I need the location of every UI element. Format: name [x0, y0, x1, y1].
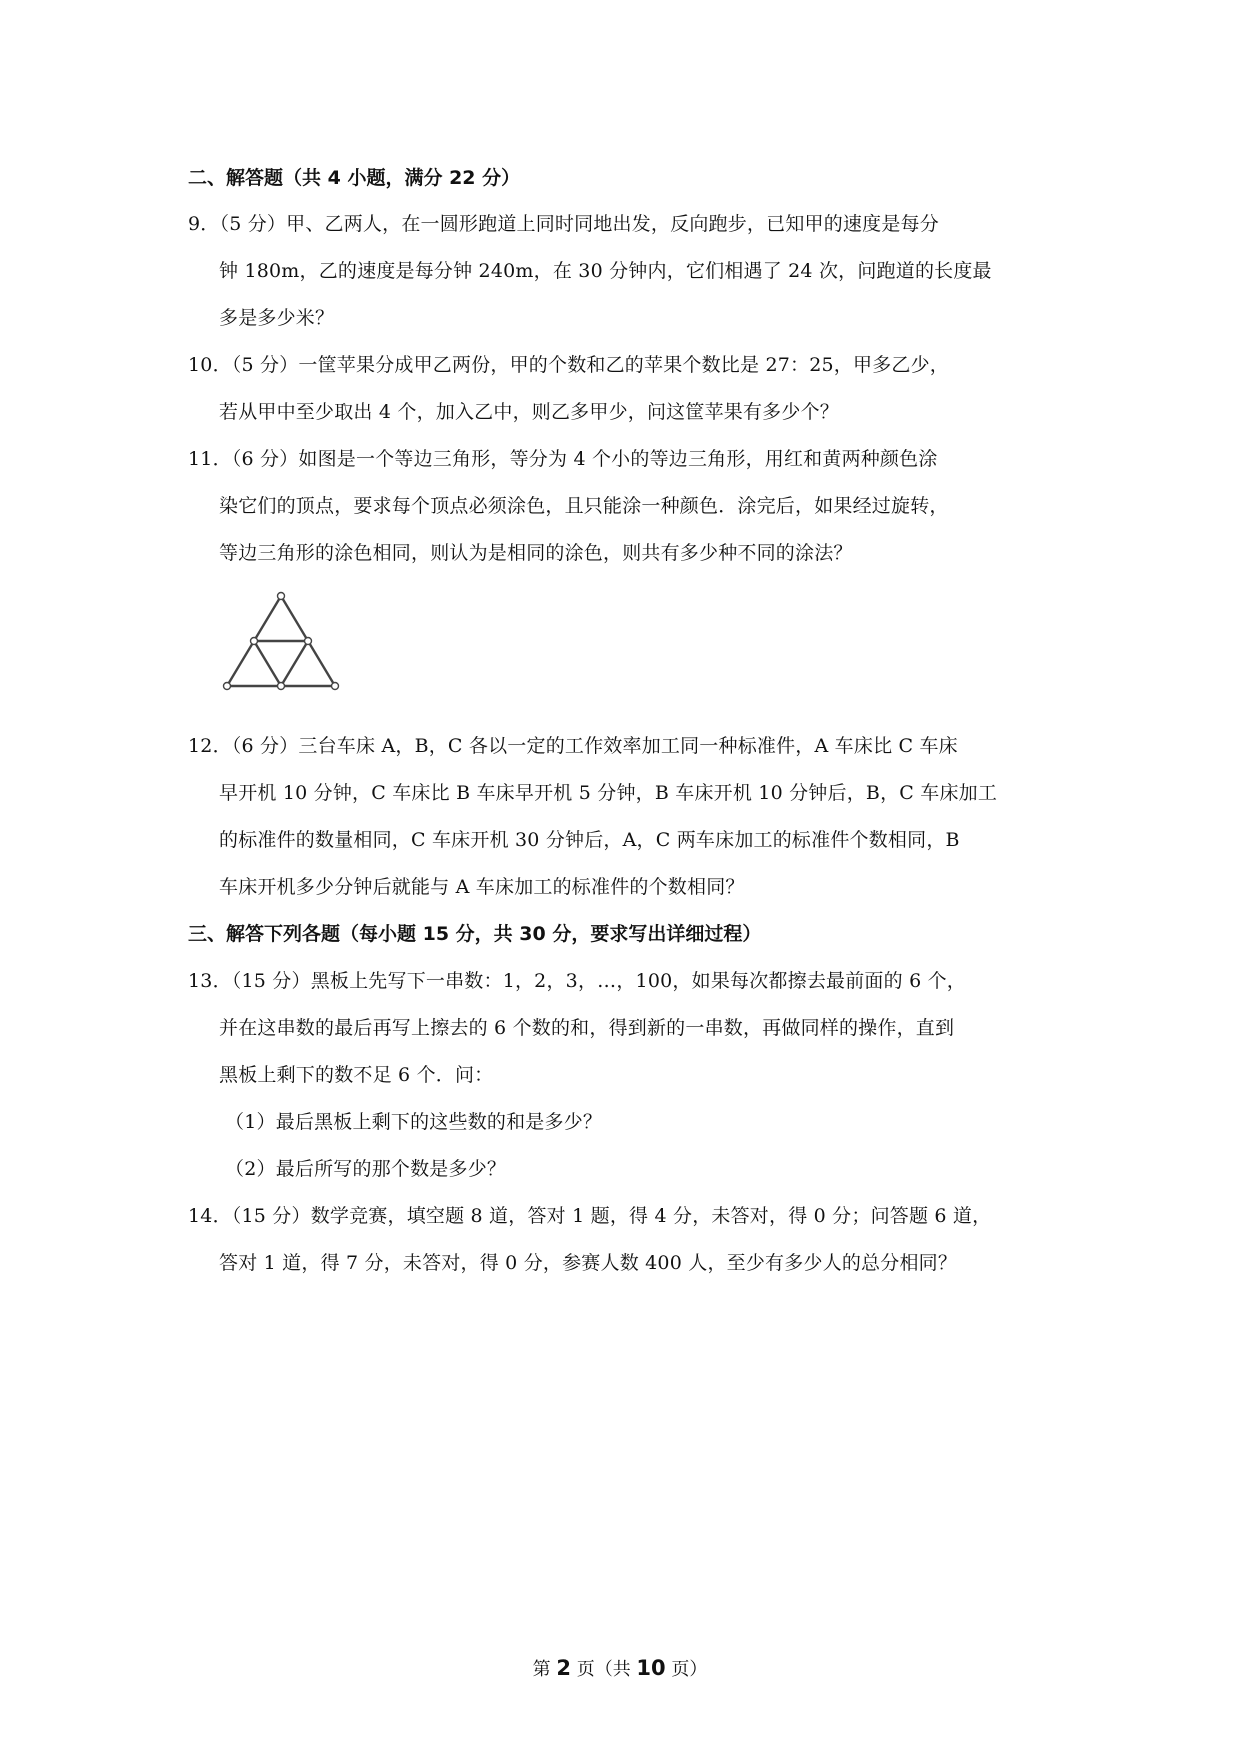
question-line: 11．（6 分）如图是一个等边三角形，等分为 4 个小的等边三角形，用红和黄两种颜色涂 [188, 448, 938, 470]
question-line: 车床开机多少分钟后就能与 A 车床加工的标准件的个数相同？ [219, 876, 745, 898]
footer-middle: 页（共 [570, 1659, 637, 1680]
question-line: 早开机 10 分钟，C 车床比 B 车床早开机 5 分钟，B 车床开机 10 分钟后，B，C 车床加工 [219, 782, 998, 804]
question-line: 12．（6 分）三台车床 A，B，C 各以一定的工作效率加工同一种标准件，A 车床比 C 车床 [188, 735, 958, 757]
question-line: 13．（15 分）黑板上先写下一串数：1，2，3，…，100，如果每次都擦去最前面的 6 个， [188, 970, 966, 992]
question-line: 14．（15 分）数学竞赛，填空题 8 道，答对 1 题，得 4 分，未答对，得 0 分；问答题 6 道， [188, 1205, 992, 1227]
triangle-edge [281, 641, 308, 686]
footer-suffix: 页） [665, 1659, 708, 1680]
current-page-number: 2 [556, 1656, 571, 1680]
question-line: 答对 1 道，得 7 分，未答对，得 0 分，参赛人数 400 人，至少有多少人的总分相同？ [219, 1252, 958, 1274]
vertex-dot [305, 638, 312, 645]
question-line: 等边三角形的涂色相同，则认为是相同的涂色，则共有多少种不同的涂法？ [219, 542, 853, 564]
vertex-dot [332, 683, 339, 690]
question-line: 若从甲中至少取出 4 个，加入乙中，则乙多甲少，问这筐苹果有多少个？ [219, 401, 839, 423]
question-line: 染它们的顶点，要求每个顶点必须涂色，且只能涂一种颜色．涂完后，如果经过旋转， [219, 495, 949, 517]
question-line: 黑板上剩下的数不足 6 个．问： [219, 1064, 494, 1086]
vertex-dot [224, 683, 231, 690]
equilateral-triangle-figure [222, 590, 340, 692]
total-page-count: 10 [636, 1656, 666, 1680]
vertex-dot [278, 683, 285, 690]
vertex-dot [278, 593, 285, 600]
question-line: 钟 180m，乙的速度是每分钟 240m，在 30 分钟内，它们相遇了 24 次，问跑道的长度最 [219, 260, 992, 282]
question-line: 的标准件的数量相同，C 车床开机 30 分钟后，A，C 两车床加工的标准件个数相同，B [219, 829, 960, 851]
question-line: 10．（5 分）一筐苹果分成甲乙两份，甲的个数和乙的苹果个数比是 27：25，甲多乙少， [188, 354, 949, 376]
sub-question: （2）最后所写的那个数是多少？ [225, 1158, 507, 1180]
triangle-edge [254, 641, 281, 686]
footer-prefix: 第 [532, 1659, 557, 1680]
question-line: 多是多少米？ [219, 307, 335, 329]
question-line: 并在这串数的最后再写上擦去的 6 个数的和，得到新的一串数，再做同样的操作，直到 [219, 1017, 955, 1039]
question-line: 9．（5 分）甲、乙两人，在一圆形跑道上同时同地出发，反向跑步，已知甲的速度是每分 [188, 213, 939, 235]
section-title: 三、解答下列各题（每小题 15 分，共 30 分，要求写出详细过程） [188, 923, 762, 945]
section-title: 二、解答题（共 4 小题，满分 22 分） [188, 167, 521, 189]
page-footer [0, 1656, 1240, 1682]
vertex-dot [251, 638, 258, 645]
sub-question: （1）最后黑板上剩下的这些数的和是多少？ [225, 1111, 603, 1133]
